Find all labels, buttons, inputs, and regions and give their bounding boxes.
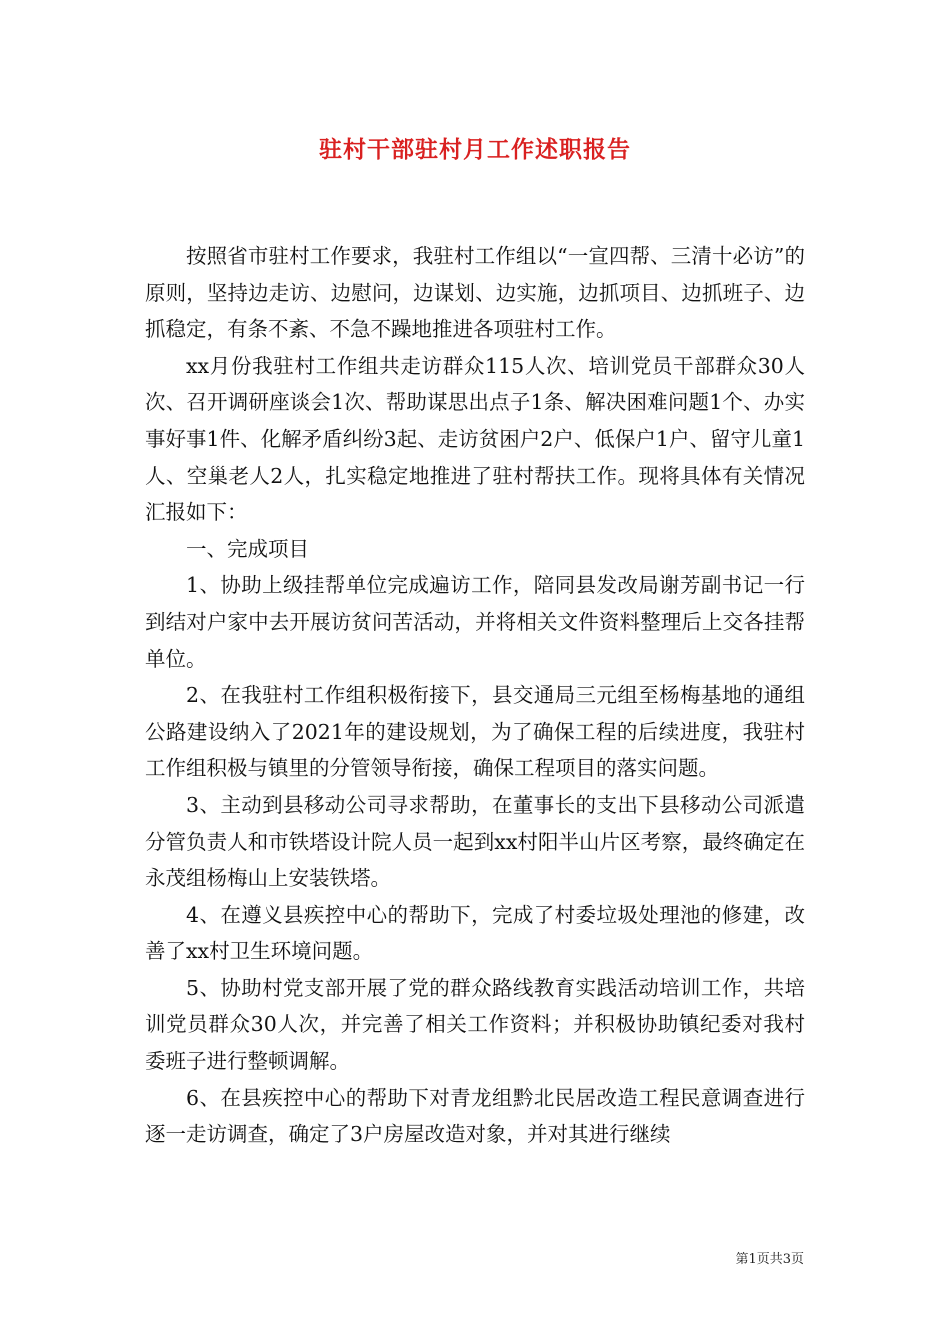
paragraph-item-3: 3、主动到县移动公司寻求帮助，在董事长的支出下县移动公司派遣分管负责人和市铁塔设计院人员一起到xx村阳半山片区考察，最终确定在永茂组杨梅山上安装铁塔。	[145, 792, 805, 891]
paragraph-summary: xx月份我驻村工作组共走访群众115人次、培训党员干部群众30人次、召开调研座谈会1次、帮助谋思出点子1条、解决困难问题1个、办实事好事1件、化解矛盾纠纷3起、走访贫困户2户、低保户1户、留守儿童1人、空巢老人2人，扎实稳定地推进了驻村帮扶工作。现将具体有关情况汇报如下：	[145, 353, 805, 525]
paragraph-intro: 按照省市驻村工作要求，我驻村工作组以“一宣四帮、三清十必访”的原则，坚持边走访、边慰问，边谋划、边实施，边抓项目、边抓班子、边抓稳定，有条不紊、不急不躁地推进各项驻村工作。	[145, 244, 805, 342]
document-title: 驻村干部驻村月工作述职报告	[319, 136, 631, 163]
paragraph-item-4: 4、在遵义县疾控中心的帮助下，完成了村委垃圾处理池的修建，改善了xx村卫生环境问题。	[145, 902, 805, 964]
paragraph-item-5: 5、协助村党支部开展了党的群众路线教育实践活动培训工作，共培训党员群众30人次，并完善了相关工作资料；并积极协助镇纪委对我村委班子进行整顿调解。	[145, 975, 805, 1074]
page-number: 第1页共3页	[735, 1252, 804, 1267]
paragraph-item-1: 1、协助上级挂帮单位完成遍访工作，陪同县发改局谢芳副书记一行到结对户家中去开展访贫问苦活动，并将相关文件资料整理后上交各挂帮单位。	[145, 573, 805, 671]
section-heading-completed-projects: 一、完成项目	[186, 536, 309, 561]
paragraph-item-2: 2、在我驻村工作组积极衔接下，县交通局三元组至杨梅基地的通组公路建设纳入了2021年的建设规划，为了确保工程的后续进度，我驻村工作组积极与镇里的分管领导衔接，确保工程项目的落实问题。	[145, 683, 805, 781]
paragraph-item-6: 6、在县疾控中心的帮助下对青龙组黔北民居改造工程民意调查进行逐一走访调查，确定了3户房屋改造对象，并对其进行继续	[145, 1085, 805, 1147]
document-body	[145, 238, 805, 1153]
